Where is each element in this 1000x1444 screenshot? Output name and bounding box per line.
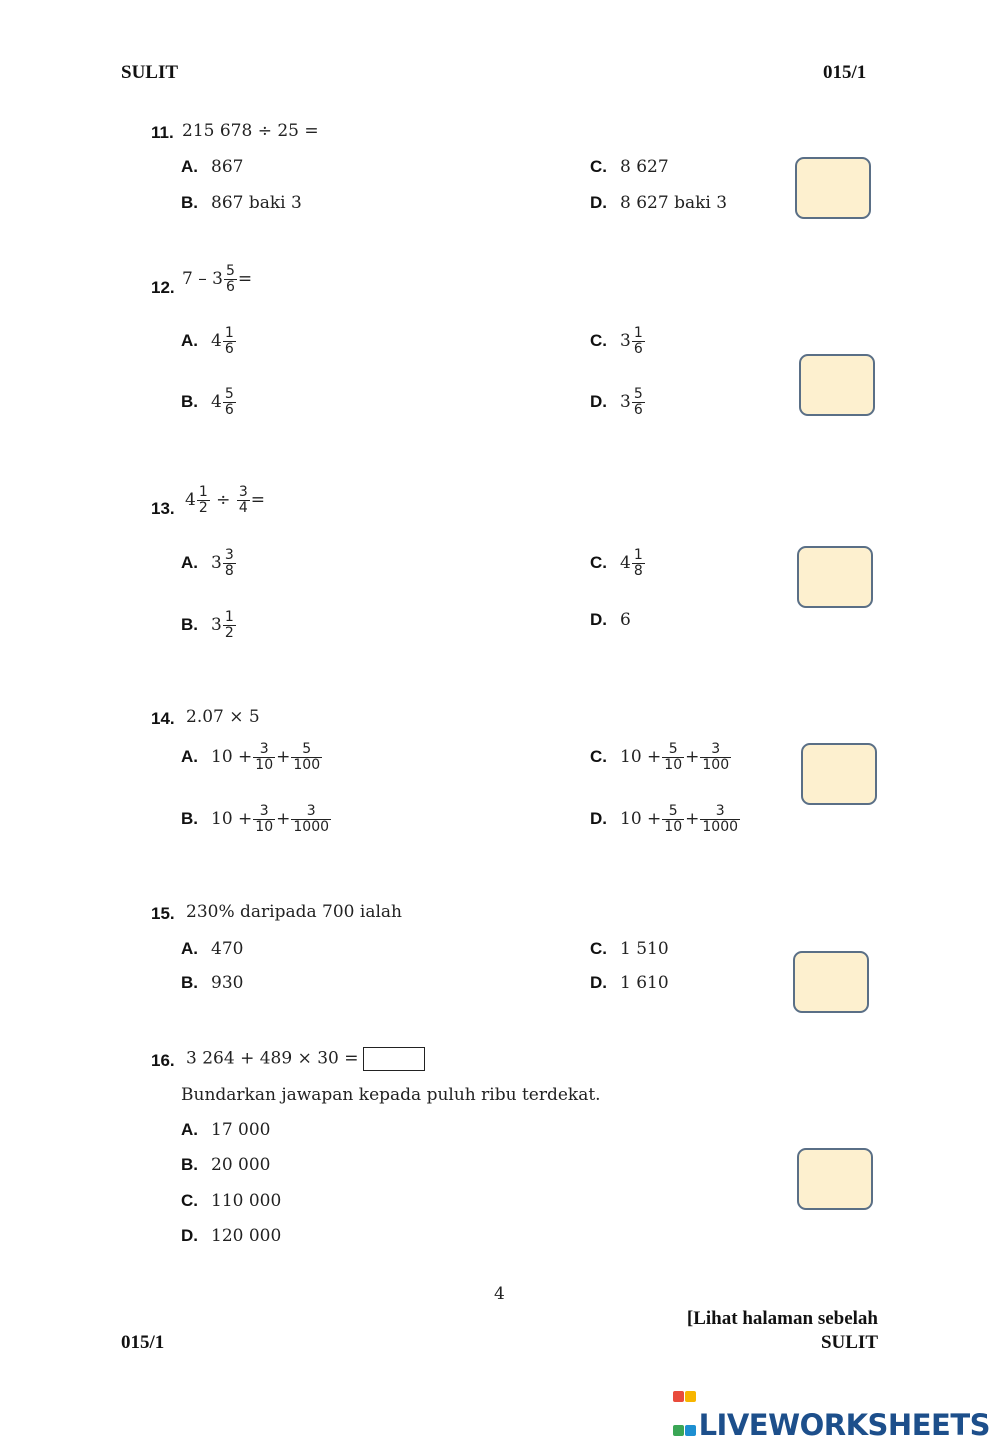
denominator: 4 (238, 500, 248, 516)
fraction (223, 326, 236, 357)
footer-classification: SULIT (820, 1332, 878, 1353)
question-expression (186, 1047, 425, 1071)
numerator: 5 (668, 741, 678, 757)
instruction-text: Bundarkan jawapan kepada puluh ribu terdekat. (181, 1085, 601, 1105)
denominator: 2 (198, 500, 208, 516)
fraction (253, 804, 275, 835)
plus-sign: + (685, 747, 700, 767)
numerator: 3 (711, 741, 721, 757)
plus-sign: + (276, 747, 291, 767)
plus-sign: + (685, 809, 700, 829)
denominator: 6 (633, 341, 643, 357)
numerator: 3 (259, 803, 269, 819)
option-d (590, 387, 646, 418)
fraction (700, 804, 740, 835)
option-b (181, 387, 237, 418)
option-value: 17 000 (211, 1120, 271, 1140)
fraction (237, 485, 250, 516)
option-a (181, 548, 237, 579)
option-letter: D. (590, 392, 607, 411)
footer-next-page: [Lihat halaman sebelah (686, 1308, 878, 1329)
option-letter: C. (590, 939, 607, 958)
denominator: 6 (225, 279, 235, 295)
option-a (181, 742, 323, 773)
denominator: 10 (255, 757, 274, 773)
answer-box-q12[interactable] (799, 354, 875, 416)
denominator: 6 (224, 402, 234, 418)
numerator: 5 (225, 263, 235, 279)
option-letter: C. (181, 1191, 198, 1210)
denominator: 8 (224, 563, 234, 579)
numerator: 5 (302, 741, 312, 757)
fraction (253, 742, 275, 773)
numerator: 3 (238, 484, 248, 500)
option-letter: B. (181, 1155, 198, 1174)
option-letter: D. (590, 610, 607, 629)
option-letter: B. (181, 615, 198, 634)
denominator: 6 (633, 402, 643, 418)
whole-number: 4 (211, 331, 222, 351)
option-value: 867 baki 3 (211, 193, 302, 213)
option-d (590, 973, 669, 993)
question-expression (182, 264, 252, 295)
option-letter: B. (181, 809, 198, 828)
whole-number: 4 (185, 490, 196, 510)
answer-box-q11[interactable] (795, 157, 871, 219)
option-value: 470 (211, 939, 244, 959)
answer-box-q14[interactable] (801, 743, 877, 805)
brand-name: LIVEWORKSHEETS (698, 1408, 990, 1442)
whole-number: 10 (620, 747, 642, 767)
question-number: 15. (151, 904, 175, 923)
option-b (181, 1155, 270, 1175)
option-letter: A. (181, 157, 198, 176)
option-d (590, 193, 727, 213)
question-number: 12. (151, 278, 175, 297)
denominator: 1000 (293, 819, 330, 835)
liveworksheets-logo (673, 1376, 990, 1442)
option-value: 8 627 baki 3 (620, 193, 728, 213)
fraction (223, 610, 236, 641)
numerator: 1 (224, 609, 234, 625)
option-d (590, 610, 631, 630)
option-letter: B. (181, 392, 198, 411)
option-letter: A. (181, 939, 198, 958)
plus-sign: + (276, 809, 291, 829)
question-number: 13. (151, 499, 175, 518)
fraction (291, 742, 322, 773)
numerator: 1 (198, 484, 208, 500)
option-value: 1 510 (620, 939, 669, 959)
question-number: 14. (151, 709, 175, 728)
option-a (181, 1120, 270, 1140)
option-c (590, 548, 646, 579)
whole-number: 10 (620, 809, 642, 829)
numerator: 5 (633, 386, 643, 402)
option-letter: D. (590, 973, 607, 992)
numerator: 1 (633, 325, 643, 341)
whole-number: 3 (620, 331, 631, 351)
plus-sign: + (238, 747, 253, 767)
option-letter: D. (590, 809, 607, 828)
answer-box-q13[interactable] (797, 546, 873, 608)
option-value: 1 610 (620, 973, 669, 993)
option-letter: B. (181, 193, 198, 212)
fraction (632, 548, 645, 579)
option-letter: D. (181, 1226, 198, 1245)
option-a (181, 326, 237, 357)
fraction (224, 264, 237, 295)
liveworksheets-icon (673, 1376, 697, 1400)
denominator: 10 (664, 757, 683, 773)
numerator: 3 (259, 741, 269, 757)
option-letter: C. (590, 747, 607, 766)
option-a (181, 939, 243, 959)
option-value: 110 000 (211, 1191, 282, 1211)
question-number: 11. (151, 123, 174, 142)
numerator: 1 (224, 325, 234, 341)
option-c (181, 1191, 281, 1211)
option-c (590, 742, 732, 773)
option-c (590, 157, 669, 177)
fraction (291, 804, 331, 835)
whole-number: 4 (211, 392, 222, 412)
fraction (700, 742, 731, 773)
denominator: 10 (664, 819, 683, 835)
blank-answer-box (363, 1047, 425, 1071)
fraction (662, 742, 684, 773)
option-value: 120 000 (211, 1226, 282, 1246)
option-letter: B. (181, 973, 198, 992)
option-letter: C. (590, 331, 607, 350)
option-letter: D. (590, 193, 607, 212)
whole-number: 3 (620, 392, 631, 412)
option-c (590, 939, 669, 959)
denominator: 100 (293, 757, 321, 773)
question-text: 215 678 ÷ 25 = (182, 121, 319, 141)
numerator: 3 (224, 547, 234, 563)
numerator: 1 (633, 547, 643, 563)
equals-sign: = (237, 269, 253, 289)
header-paper-code: 015/1 (823, 62, 867, 83)
whole-number: 4 (620, 553, 631, 573)
denominator: 10 (255, 819, 274, 835)
question-number: 16. (151, 1051, 175, 1070)
question-text: 230% daripada 700 ialah (186, 902, 402, 922)
numerator: 5 (668, 803, 678, 819)
whole-number: 10 (211, 809, 233, 829)
question-text: 3 264 + 489 × 30 = (186, 1048, 359, 1069)
operator: ÷ (216, 490, 231, 510)
page-number: 4 (494, 1284, 505, 1304)
option-letter: A. (181, 331, 198, 350)
question-text: 2.07 × 5 (186, 707, 260, 727)
option-b (181, 193, 302, 213)
denominator: 1000 (702, 819, 739, 835)
option-b (181, 973, 243, 993)
denominator: 2 (224, 625, 234, 641)
fraction (223, 387, 236, 418)
plus-sign: + (647, 747, 662, 767)
option-value: 8 627 (620, 157, 669, 177)
question-expression (185, 485, 265, 516)
option-letter: C. (590, 157, 607, 176)
option-d (181, 1226, 281, 1246)
option-value: 20 000 (211, 1155, 271, 1175)
fraction (632, 387, 645, 418)
fraction (223, 548, 236, 579)
whole-number: 3 (211, 553, 222, 573)
plus-sign: + (647, 809, 662, 829)
fraction (662, 804, 684, 835)
denominator: 6 (224, 341, 234, 357)
whole-number: 3 (211, 615, 222, 635)
whole-number: 10 (211, 747, 233, 767)
option-value: 6 (620, 610, 631, 630)
denominator: 100 (702, 757, 730, 773)
option-letter: A. (181, 553, 198, 572)
plus-sign: + (238, 809, 253, 829)
equals-sign: = (250, 490, 265, 510)
fraction (632, 326, 645, 357)
option-value: 867 (211, 157, 244, 177)
header-classification: SULIT (121, 62, 179, 83)
numerator: 3 (306, 803, 316, 819)
option-letter: C. (590, 553, 607, 572)
option-b (181, 610, 237, 641)
numerator: 3 (715, 803, 725, 819)
answer-box-q16[interactable] (797, 1148, 873, 1210)
fraction (197, 485, 210, 516)
option-d (590, 804, 741, 835)
denominator: 8 (633, 563, 643, 579)
answer-box-q15[interactable] (793, 951, 869, 1013)
option-letter: A. (181, 1120, 198, 1139)
question-text: 7 – 3 (182, 269, 223, 289)
option-letter: A. (181, 747, 198, 766)
option-b (181, 804, 332, 835)
footer-paper-code: 015/1 (121, 1332, 165, 1353)
option-value: 930 (211, 973, 244, 993)
option-a (181, 157, 243, 177)
numerator: 5 (224, 386, 234, 402)
option-c (590, 326, 646, 357)
